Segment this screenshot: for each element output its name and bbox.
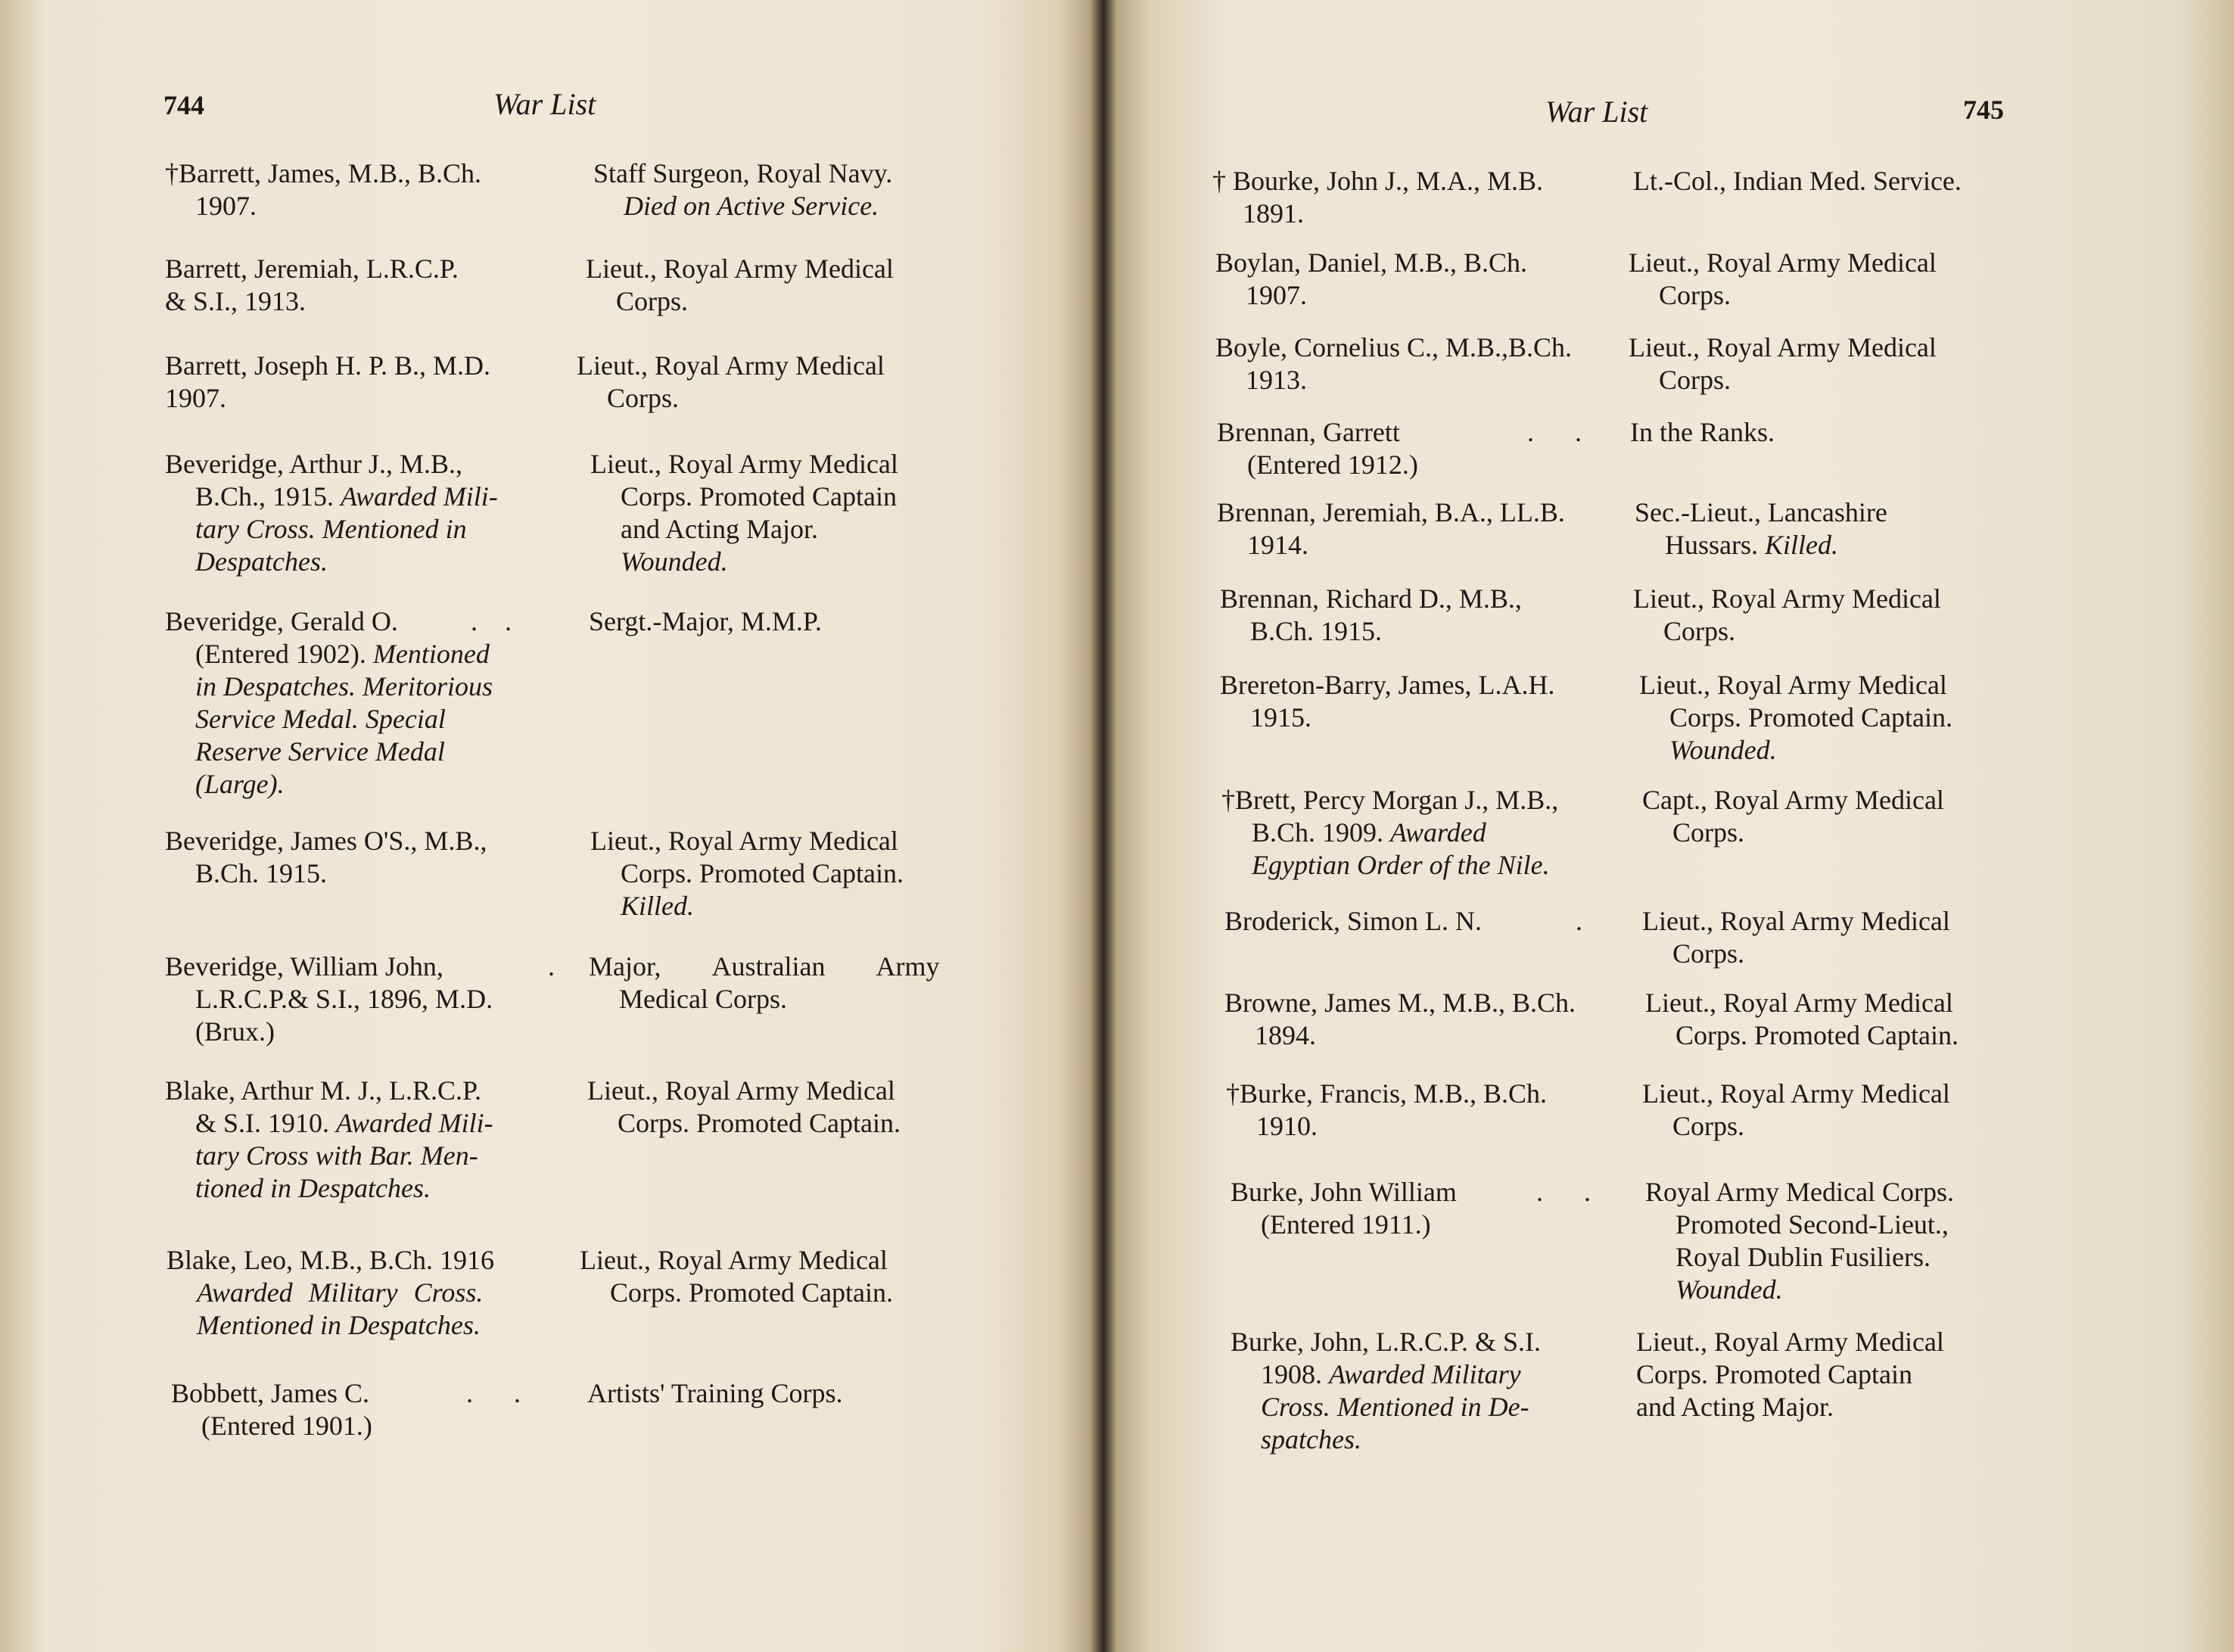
page-number: 745 bbox=[1963, 95, 2004, 125]
entry-service: Lieut., Royal Army Medical Corps. Promoted Captain. bbox=[587, 1075, 901, 1138]
dot-leaders: . . bbox=[466, 1378, 521, 1408]
entry-name: †Brett, Percy Morgan J., M.B., B.Ch. 1909. Awarded Egyptian Order of the Nile. bbox=[1221, 785, 1559, 880]
dot-leaders: . . bbox=[1527, 417, 1582, 447]
entry-name: Burke, John William (Entered 1911.) bbox=[1231, 1177, 1457, 1240]
entry-service: Lieut., Royal Army Medical Corps. bbox=[1642, 906, 1950, 969]
entry-name: Boyle, Cornelius C., M.B.,B.Ch. 1913. bbox=[1215, 332, 1573, 395]
entry-name: Beveridge, Gerald O. (Entered 1902). Mentioned in Despatches. Meritorious Service Medal. Special Reserve Service Medal (Large). bbox=[165, 606, 493, 799]
entry-name: Barrett, Jeremiah, L.R.C.P. & S.I., 1913. bbox=[165, 254, 459, 316]
entry-name: Boylan, Daniel, M.B., B.Ch. 1907. bbox=[1215, 247, 1527, 310]
entry-service: Lieut., Royal Army Medical Corps. Promoted Captain. bbox=[580, 1245, 893, 1308]
entry-service: Lieut., Royal Army Medical Corps. Promoted Captain. Killed. bbox=[590, 826, 904, 921]
left-page bbox=[0, 0, 1096, 1652]
page-number: 744 bbox=[163, 90, 204, 120]
entry-service: Royal Army Medical Corps. Promoted Second-Lieut., Royal Dublin Fusiliers. Wounded. bbox=[1645, 1177, 1954, 1305]
entry-name: Broderick, Simon L. N. bbox=[1224, 906, 1482, 936]
entry-service: Artists' Training Corps. bbox=[587, 1378, 843, 1408]
entry-name: Beveridge, James O'S., M.B., B.Ch. 1915. bbox=[165, 826, 487, 888]
dot-leaders: . bbox=[1576, 906, 1582, 936]
entry-service: Major, Australian Army Medical Corps. bbox=[589, 951, 940, 1014]
entry-service: Sec.-Lieut., Lancashire Hussars. Killed. bbox=[1635, 497, 1887, 560]
entry-name: Blake, Arthur M. J., L.R.C.P. & S.I. 1910. Awarded Mili- tary Cross with Bar. Men- tioned in Despatches. bbox=[165, 1075, 493, 1203]
dot-leaders: . . bbox=[1536, 1177, 1591, 1207]
running-head: War List bbox=[1545, 95, 1648, 129]
entry-service: Lieut., Royal Army Medical Corps. Promoted Captain and Acting Major. bbox=[1636, 1327, 1944, 1422]
entry-service: Lt.-Col., Indian Med. Service. bbox=[1633, 166, 1962, 196]
entry-name: Brennan, Richard D., M.B., B.Ch. 1915. bbox=[1220, 583, 1522, 646]
entry-service: Lieut., Royal Army Medical Corps. Promoted Captain and Acting Major. Wounded. bbox=[590, 449, 898, 577]
entry-service: Lieut., Royal Army Medical Corps. Promoted Captain. bbox=[1645, 988, 1959, 1050]
entry-name: †Burke, Francis, M.B., B.Ch. 1910. bbox=[1226, 1078, 1548, 1141]
entry-service: Lieut., Royal Army Medical Corps. Promoted Captain. Wounded. bbox=[1639, 670, 1952, 765]
entry-name: Beveridge, William John, L.R.C.P.& S.I., 1896, M.D. (Brux.) bbox=[165, 951, 493, 1047]
entry-name: † Bourke, John J., M.A., M.B. 1891. bbox=[1212, 166, 1544, 229]
entry-name: Bobbett, James C. (Entered 1901.) bbox=[171, 1378, 372, 1441]
entry-name: Blake, Leo, M.B., B.Ch. 1916 Awarded Military Cross. Mentioned in Despatches. bbox=[166, 1245, 494, 1340]
entry-service: Staff Surgeon, Royal Navy. Died on Active Service. bbox=[593, 158, 893, 221]
entry-name: Barrett, Joseph H. P. B., M.D. 1907. bbox=[165, 350, 490, 413]
entry-service: Capt., Royal Army Medical Corps. bbox=[1642, 785, 1944, 848]
entry-name: Browne, James M., M.B., B.Ch. 1894. bbox=[1224, 988, 1576, 1050]
entry-service: Lieut., Royal Army Medical Corps. bbox=[1629, 247, 1937, 310]
entry-service: Sergt.-Major, M.M.P. bbox=[589, 606, 822, 636]
entry-name: Brereton-Barry, James, L.A.H. 1915. bbox=[1220, 670, 1555, 733]
entry-service: Lieut., Royal Army Medical Corps. bbox=[1633, 583, 1941, 646]
entry-name: Brennan, Jeremiah, B.A., LL.B. 1914. bbox=[1217, 497, 1565, 560]
entry-name: Beveridge, Arthur J., M.B., B.Ch., 1915. Awarded Mili- tary Cross. Mentioned in Despatches. bbox=[165, 449, 498, 577]
entry-service: Lieut., Royal Army Medical Corps. bbox=[586, 254, 894, 316]
dot-leaders: . bbox=[548, 951, 555, 982]
dot-leaders: . . bbox=[471, 606, 512, 636]
entry-name: †Barrett, James, M.B., B.Ch. 1907. bbox=[165, 158, 481, 221]
entry-name: Brennan, Garrett (Entered 1912.) bbox=[1217, 417, 1418, 480]
entry-service: Lieut., Royal Army Medical Corps. bbox=[1629, 332, 1937, 395]
running-head: War List bbox=[493, 87, 596, 121]
entry-service: Lieut., Royal Army Medical Corps. bbox=[577, 350, 885, 413]
entry-service: Lieut., Royal Army Medical Corps. bbox=[1642, 1078, 1950, 1141]
right-page bbox=[1111, 0, 2234, 1652]
entry-name: Burke, John, L.R.C.P. & S.I. 1908. Awarded Military Cross. Mentioned in De- spatches. bbox=[1231, 1327, 1542, 1454]
entry-service: In the Ranks. bbox=[1630, 417, 1775, 447]
